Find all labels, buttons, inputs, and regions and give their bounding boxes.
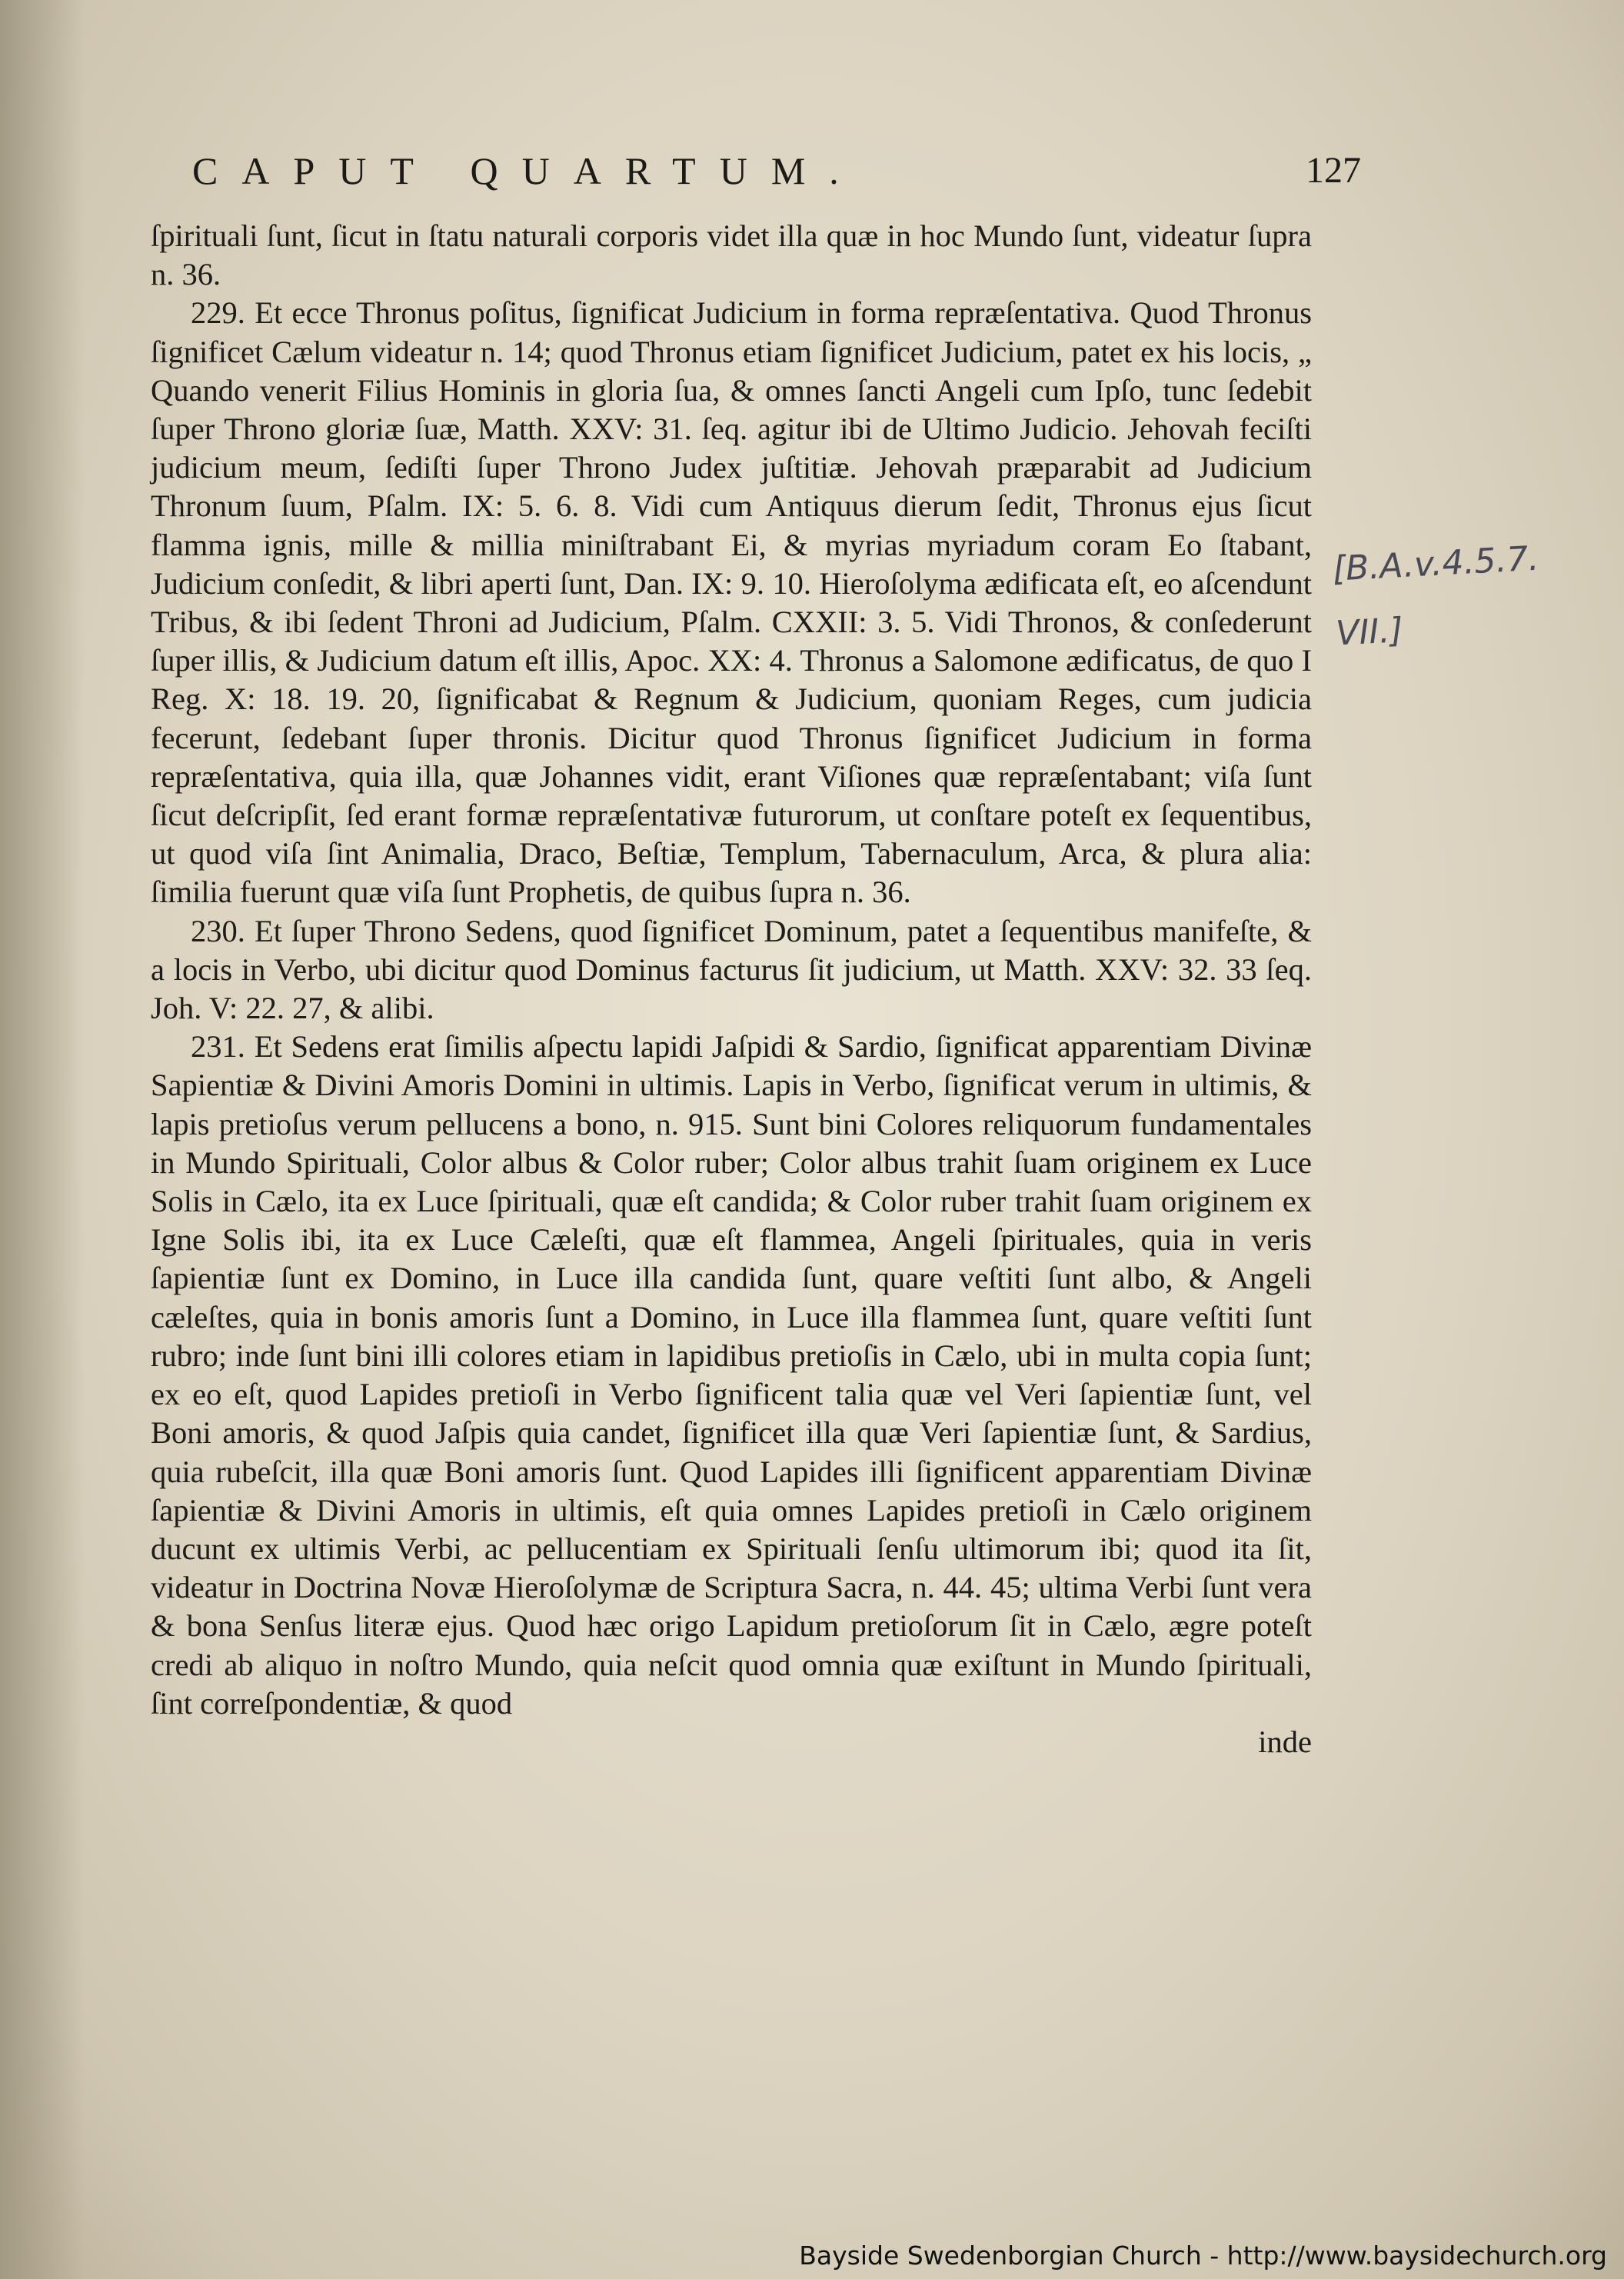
- body-text: [151, 217, 1312, 1761]
- page-header: [192, 148, 1361, 202]
- paragraph-230: 230. Et ſuper Throno Sedens, quod ſignificet Dominum, patet a ſequentibus manifeſte, & a locis in Verbo, ubi dicitur quod Dominus facturus ſit judicium, ut Matth. XXV: 32. 33 ſeq. Joh. V: 22. 27, & alibi.: [151, 913, 1312, 1026]
- margin-note-line-1: [B.A.v.4.5.7.: [1331, 538, 1540, 589]
- source-credit: Bayside Swedenborgian Church - http://www.baysidechurch.org: [799, 2241, 1607, 2271]
- catchword: inde: [1258, 1724, 1312, 1759]
- paragraph-continuation: ſpirituali ſunt, ſicut in ſtatu naturali corporis videt illa quæ in hoc Mundo ſunt, videatur ſupra n. 36.: [151, 218, 1312, 292]
- paragraph-231: 231. Et Sedens erat ſimilis aſpectu lapidi Jaſpidi & Sardio, ſignificat apparentiam Divinæ Sapientiæ & Divini Amoris Domini in ultimis. Lapis in Verbo, ſignificat verum in ultimis, & lapis pretioſus verum pellucens a bono, n. 915. Sunt bini Colores reliquorum fundamentales in Mundo Spirituali, Color albus & Color ruber; Color albus trahit ſuam originem ex Luce Solis in Cælo, ita ex Luce ſpirituali, quæ eſt candida; & Color ruber trahit ſuam originem ex Igne Solis ibi, ita ex Luce Cæleſti, quæ eſt flammea, Angeli ſpirituales, quia in veris ſapientiæ ſunt ex Domino, in Luce illa candida ſunt, quare veſtiti ſunt albo, & Angeli cæleſtes, quia in bonis amoris ſunt a Domino, in Luce illa flammea ſunt, quare veſtiti ſunt rubro; inde ſunt bini illi colores etiam in lapidibus pretioſis in Cælo, ubi in multa copia ſunt; ex eo eſt, quod Lapides pretioſi in Verbo ſignificent talia quæ vel Veri ſapientiæ ſunt, vel Boni amoris, & quod Jaſpis quia candet, ſignificet illa quæ Veri ſapientiæ ſunt, & Sardius, quia rubeſcit, illa quæ Boni amoris ſunt. Quod Lapides illi ſignificent apparentiam Divinæ ſapientiæ & Divini Amoris in ultimis, eſt quia omnes Lapides pretioſi in Cælo originem ducunt ex ultimis Verbi, ac pellucentiam ex Spirituali ſenſu ultimorum ibi; quod ita ſit, videatur in Doctrina Novæ Hieroſolymæ de Scriptura Sacra, n. 44. 45; ultima Verbi ſunt vera & bona Senſus literæ ejus. Quod hæc origo Lapidum pretioſorum ſit in Cælo, ægre poteſt credi ab aliquo in noſtro Mundo, quia neſcit quod omnia quæ exiſtunt in Mundo ſpirituali, ſint correſpondentiæ, & quod: [151, 1029, 1312, 1721]
- running-head: CAPUT QUARTUM.: [192, 149, 863, 192]
- page-edge-shadow: [0, 0, 85, 2279]
- page-number: 127: [1306, 150, 1361, 191]
- handwritten-margin-note: [1331, 524, 1591, 666]
- paragraph-229: 229. Et ecce Thronus poſitus, ſignificat Judicium in forma repræſentativa. Quod Thronus ſignificet Cælum videatur n. 14; quod Thronus etiam ſignificet Judicium, patet ex his locis, „ Quando venerit Filius Hominis in gloria ſua, & omnes ſancti Angeli cum Ipſo, tunc ſedebit ſuper Throno gloriæ ſuæ, Matth. XXV: 31. ſeq. agitur ibi de Ultimo Judicio. Jehovah feciſti judicium meum, ſediſti ſuper Throno Judex juſtitiæ. Jehovah præparabit ad Judicium Thronum ſuum, Pſalm. IX: 5. 6. 8. Vidi cum Antiquus dierum ſedit, Thronus ejus ſicut flamma ignis, mille & millia miniſtrabant Ei, & myrias myriadum coram Eo ſtabant, Judicium conſedit, & libri aperti ſunt, Dan. IX: 9. 10. Hieroſolyma ædificata eſt, eo aſcendunt Tribus, & ibi ſedent Throni ad Judicium, Pſalm. CXXII: 3. 5. Vidi Thronos, & conſederunt ſuper illis, & Judicium datum eſt illis, Apoc. XX: 4. Thronus a Salomone ædificatus, de quo I Reg. X: 18. 19. 20, ſignificabat & Regnum & Judicium, quoniam Reges, cum judicia fecerunt, ſedebant ſuper thronis. Dicitur quod Thronus ſignificet Judicium in forma repræſentativa, quia illa, quæ Johannes vidit, erant Viſiones quæ repræſentabant; viſa ſunt ſicut deſcripſit, ſed erant formæ repræſentativæ futurorum, ut conſtare poteſt ex ſequentibus, ut quod viſa ſint Animalia, Draco, Beſtiæ, Templum, Tabernaculum, Arca, & plura alia: ſimilia fuerunt quæ viſa ſunt Prophetis, de quibus ſupra n. 36.: [151, 295, 1312, 910]
- margin-note-line-2: VII.]: [1335, 611, 1404, 654]
